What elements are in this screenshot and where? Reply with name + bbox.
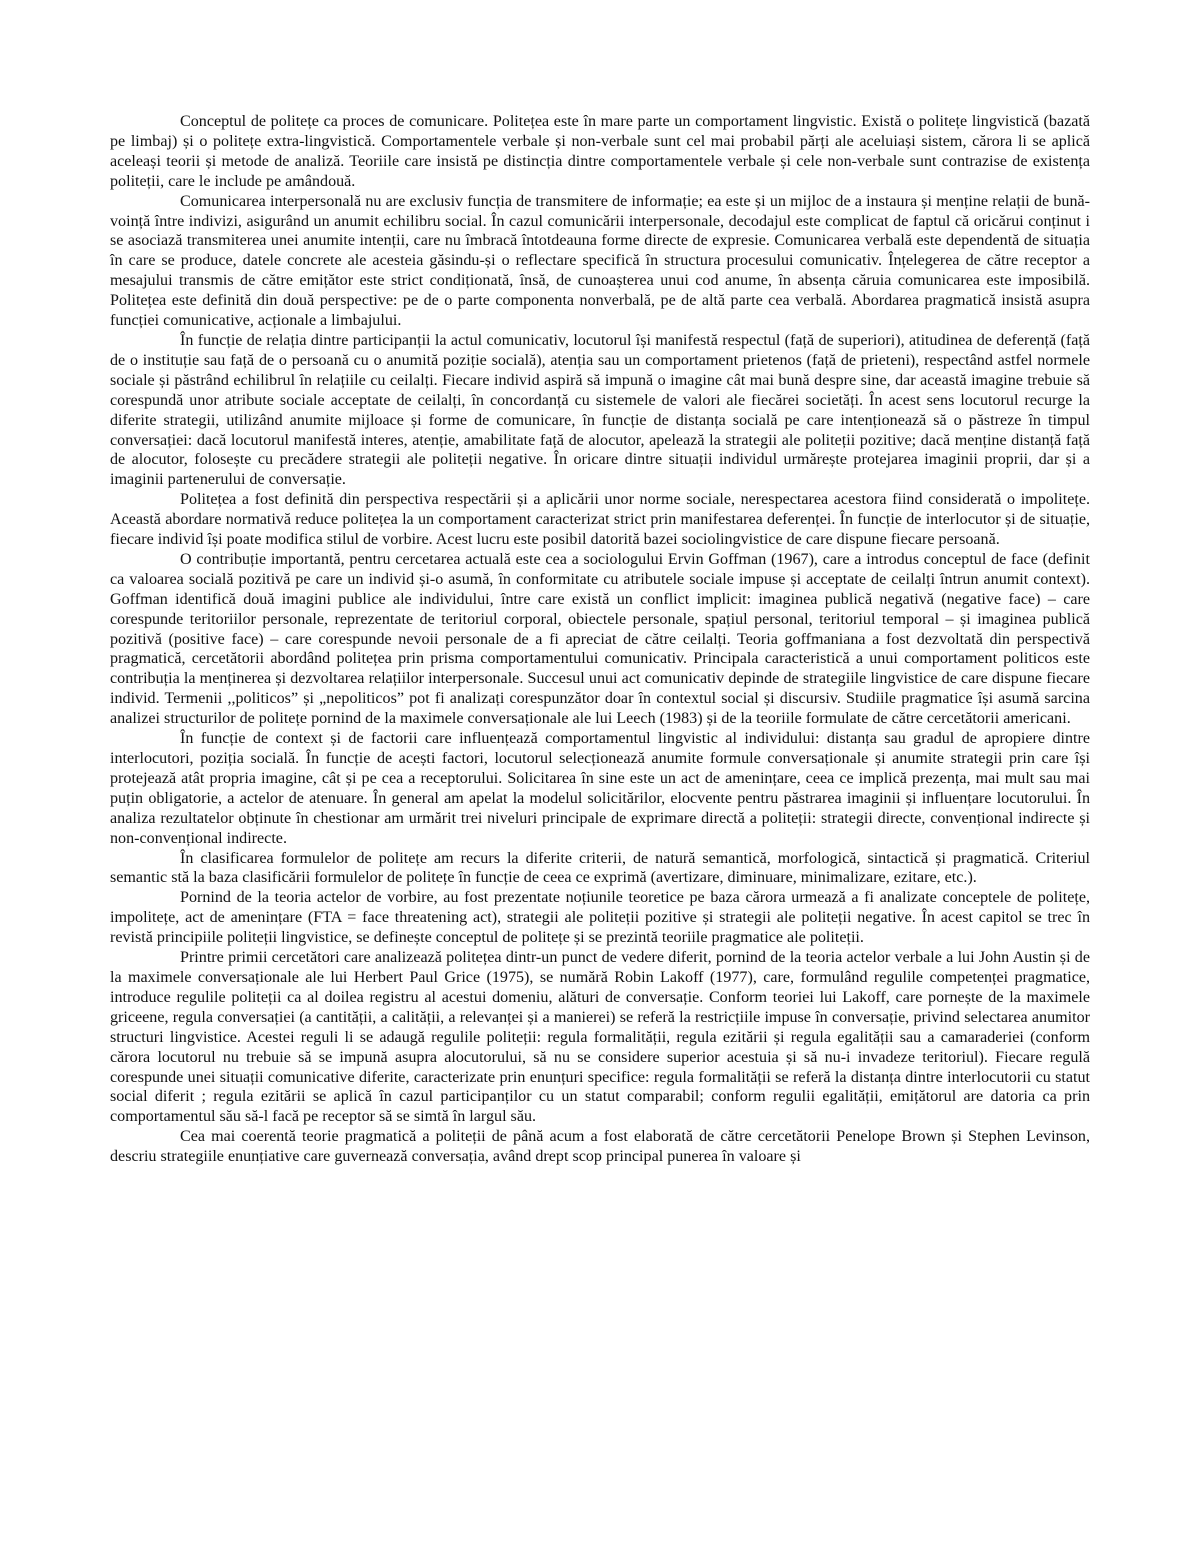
paragraph-1: Conceptul de politețe ca proces de comunicare. Politețea este în mare parte un comportament lingvistic. Există o politețe lingvistică (bazată pe limbaj) și o politețe extra-lingvistică. Comportamentele verbale și non-verbale sunt cel mai probabil părți ale aceluiași sistem, cărora li se aplică aceleași teorii și metode de analiză. Teoriile care insistă pe distincția dintre comportamentele verbale și cele non-verbale sunt contrazise de existența politeții, care le include pe amândouă. (110, 113, 1090, 190)
paragraph-9: Printre primii cercetători care analizează politețea dintr-un punct de vedere diferit, pornind de la teoria actelor verbale a lui John Austin și de la maximele conversaționale ale lui Herbert Paul Grice (1975), se numără Robin Lakoff (1977), care, formulând regulile competenței pragmatice, introduce regulile politeții ca al doilea registru al acestui domeniu, alături de conversație. Conform teoriei lui Lakoff, care pornește de la maximele griceene, regula conversației (a cantității, a calității, a relevanței și a manierei) se referă la restricțiile impuse în conversație, privind selectarea anumitor structuri lingvistice. Acestei reguli li se adaugă regulile politeții: regula formalității, regula ezitării și regula egalității sau a camaraderiei (conform cărora locutorul nu trebuie să se impună asupra alocutorului, să nu se considere superior acestuia și să nu-i invadeze teritoriul). Fiecare regulă corespunde unei situații comunicative diferite, caracterizate prin enunțuri specifice: regula formalității se referă la distanța dintre interlocutorii cu statut social diferit ; regula ezitării se aplică în cazul participanților cu un statut comparabil; conform regulii egalității, emițătorul are datoria ca prin comportamentul său să-l facă pe receptor să se simtă în largul său. (110, 949, 1090, 1126)
paragraph-2: Comunicarea interpersonală nu are exclusiv funcția de transmitere de informație; ea este și un mijloc de a instaura și menține relații de bună-voință între indivizi, asigurând un anumit echilibru social. În cazul comunicării interpersonale, decodajul este complicat de faptul că oricărui conținut i se asociază transmiterea unei anumite intenții, care nu îmbracă întotdeauna forme directe de expresie. Comunicarea verbală este dependentă de situația în care se produce, datele concrete ale acesteia găsindu-și o reflectare specifică în structura procesului comunicativ. Înțelegerea de către receptor a mesajului transmis de către emițător este strict condiționată, însă, de cunoașterea unui cod anume, în absența căruia comunicarea este imposibilă. Politețea este definită din două perspective: pe de o parte componenta nonverbală, pe de altă parte cea verbală. Abordarea pragmatică insistă asupra funcției comunicative, acționale a limbajului. (110, 192, 1090, 330)
paragraph-5: O contribuție importantă, pentru cercetarea actuală este cea a sociologului Ervin Goffman (1967), care a introdus conceptul de face (definit ca valoarea socială pozitivă pe care un individ și-o asumă, în conformitate cu atributele sociale impuse și acceptate de ceilalți întrun anumit context). Goffman identifică două imagini publice ale individului, între care există un conflict implicit: imaginea publică negativă (negative face) – care corespunde teritoriilor personale, reprezentate de teritoriul corporal, obiectele personale, spațiul personal, teritoriul temporal – și imaginea publică pozitivă (positive face) – care corespunde nevoii personale de a fi apreciat de către ceilalți. Teoria goffmaniana a fost dezvoltată din perspectivă pragmatică, cercetătorii abordând politețea prin prisma comportamentului comunicativ. Principala caracteristică a unui comportament politicos este contribuția la menținerea și dezvoltarea relațiilor interpersonale. Succesul unui act comunicativ depinde de strategiile lingvistice de care dispune fiecare individ. Termenii ,,politicos” și „nepoliticos” pot fi analizați corespunzător doar în contextul social și discursiv. Studiile pragmatice își asumă sarcina analizei structurilor de politețe pornind de la maximele conversaționale ale lui Leech (1983) și de la teoriile formulate de către cercetătorii americani. (110, 550, 1090, 728)
paragraph-3: În funcție de relația dintre participanții la actul comunicativ, locutorul își manifestă respectul (față de superiori), atitudinea de deferență (față de o instituție sau față de o persoană cu o anumită poziție socială), atenția sau un comportament prietenos (față de prieteni), respectând astfel normele sociale și păstrând echilibrul în relațiile cu ceilalți. Fiecare individ aspiră să impună o imagine cât mai bună despre sine, dar această imagine trebuie să corespundă unor atribute sociale acceptate de ceilalți, în concordanță cu sistemele de valori ale fiecărei societăți. În acest sens locutorul recurge la diferite strategii, utilizând anumite mijloace și forme de comunicare, în funcție de distanța socială pe care intenționează să o păstreze în timpul conversației: dacă locutorul manifestă interes, atenție, amabilitate față de alocutor, apelează la strategii ale politeții pozitive; dacă menține distanță față de alocutor, folosește cu precădere strategii ale politeții negative. În oricare dintre situații individul urmărește protejarea imaginii proprii, dar și a imaginii partenerului de conversație. (110, 331, 1090, 489)
paragraph-10: Cea mai coerentă teorie pragmatică a politeții de până acum a fost elaborată de către cercetătorii Penelope Brown și Stephen Levinson, descriu strategiile enunțiative care guvernează conversația, având drept scop principal punerea în valoare și (110, 1128, 1090, 1166)
paragraph-6: În funcție de context și de factorii care influențează comportamentul lingvistic al individului: distanța sau gradul de apropiere dintre interlocutori, poziția socială. În funcție de acești factori, locutorul selecționează anumite formule conversaționale și anumite strategii prin care își protejează atât propria imagine, cât și pe cea a receptorului. Solicitarea în sine este un act de amenințare, ceea ce implică prezența, mai mult sau mai puțin obligatorie, a actelor de atenuare. În general am apelat la modelul solicitărilor, elocvente pentru păstrarea imaginii și influențare locutorului. În analiza rezultatelor obținute în chestionar am urmărit trei niveluri principale de exprimare directă a politeții: strategii directe, convențional indirecte și non-convențional indirecte. (110, 730, 1090, 847)
paragraph-7: În clasificarea formulelor de politețe am recurs la diferite criterii, de natură semantică, morfologică, sintactică și pragmatică. Criteriul semantic stă la baza clasificării formulelor de politețe în funcție de ceea ce exprimă (avertizare, diminuare, minimalizare, ezitare, etc.). (110, 849, 1090, 887)
document-page (110, 112, 1090, 1167)
paragraph-8: Pornind de la teoria actelor de vorbire, au fost prezentate noțiunile teoretice pe baza cărora urmează a fi analizate conceptele de politețe, impolitețe, act de amenințare (FTA = face threatening act), strategii ale politeții pozitive și strategii ale politeții negative. În acest capitol se trec în revistă principiile politeții lingvistice, se definește conceptul de politețe și se prezintă teoriile pragmatice ale politeții. (110, 889, 1090, 947)
paragraph-4: Politețea a fost definită din perspectiva respectării și a aplicării unor norme sociale, nerespectarea acestora fiind considerată o impolitețe. Această abordare normativă reduce politețea la un comportament caracterizat strict prin manifestarea deferenței. În funcție de interlocutor și de situație, fiecare individ își poate modifica stilul de vorbire. Acest lucru este posibil datorită bazei sociolingvistice de care dispune fiecare persoană. (110, 491, 1090, 549)
